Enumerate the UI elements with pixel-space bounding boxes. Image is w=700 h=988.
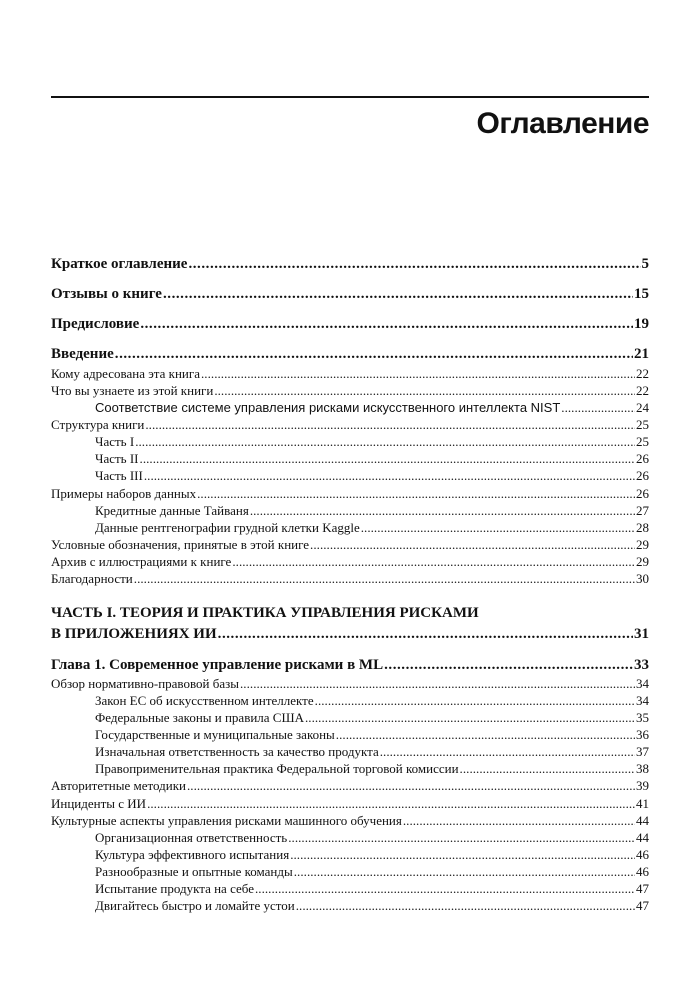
leader-dots (187, 778, 635, 794)
leader-dots (460, 761, 635, 777)
leader-dots (197, 486, 635, 502)
toc-entry-label: Что вы узнаете из этой книги (51, 383, 214, 398)
leader-dots (315, 693, 635, 709)
toc-entry-label: Разнообразные и опытные команды (95, 864, 293, 879)
toc-entry[interactable] (51, 451, 649, 467)
leader-dots (140, 316, 633, 333)
toc-entry-page: 26 (636, 468, 649, 483)
toc-entry-page: 46 (636, 864, 649, 879)
toc-entry-page: 27 (636, 503, 649, 518)
toc-entry-label: В ПРИЛОЖЕНИЯХ ИИ (51, 626, 217, 642)
leader-dots (384, 657, 633, 674)
toc-entry[interactable] (51, 554, 649, 570)
toc-entry[interactable] (51, 468, 649, 484)
toc-entry-label: Организационная ответственность (95, 830, 288, 845)
leader-dots (232, 554, 635, 570)
leader-dots (115, 346, 633, 363)
toc-entry-page: 29 (636, 537, 649, 552)
toc-entry[interactable] (51, 346, 649, 363)
leader-dots (250, 503, 635, 519)
leader-dots (188, 256, 640, 273)
toc-entry-label: Правоприменительная практика Федеральной торговой комиссии (95, 761, 459, 776)
toc-entry-page: 31 (634, 626, 649, 642)
toc-entry-label: Кому адресована эта книга (51, 366, 200, 381)
toc-entry-label: Кредитные данные Тайваня (95, 503, 249, 518)
toc-entry-label: Испытание продукта на себе (95, 881, 254, 896)
toc-entry-label: Обзор нормативно-правовой базы (51, 676, 239, 691)
toc-entry-label: Изначальная ответственность за качество продукта (95, 744, 379, 759)
toc-entry-label: Государственные и муниципальные законы (95, 727, 335, 742)
leader-dots (288, 830, 635, 846)
toc-entry[interactable] (51, 417, 649, 433)
toc-entry-label: Авторитетные методики (51, 778, 186, 793)
toc-entry[interactable] (51, 626, 649, 643)
toc-entry[interactable] (51, 761, 649, 777)
toc-entry[interactable] (51, 693, 649, 709)
toc-entry-page: 15 (634, 286, 649, 302)
toc-entry-page: 47 (636, 881, 649, 896)
toc-entry[interactable] (51, 710, 649, 726)
leader-dots (380, 744, 635, 760)
toc-entry-page: 41 (636, 796, 649, 811)
leader-dots (403, 813, 635, 829)
toc-entry-label: Соответствие системе управления рисками искусственного интеллекта NIST (95, 400, 561, 415)
toc-entry-page: 26 (636, 451, 649, 466)
leader-dots (201, 366, 635, 382)
toc-entry-page: 46 (636, 847, 649, 862)
toc-entry[interactable] (51, 796, 649, 812)
leader-dots (310, 537, 635, 553)
toc-entry-page: 21 (634, 346, 649, 362)
leader-dots (134, 571, 635, 587)
toc-entry-label: Благодарности (51, 571, 133, 586)
toc-entry[interactable] (51, 676, 649, 692)
toc-entry-label: Архив с иллюстрациями к книге (51, 554, 232, 569)
toc-entry-label: Отзывы о книге (51, 286, 162, 302)
toc-entry-label: Федеральные законы и правила США (95, 710, 304, 725)
leader-dots (296, 898, 635, 914)
toc-entry[interactable] (51, 366, 649, 382)
toc-entry[interactable] (51, 830, 649, 846)
toc-entry-page: 25 (636, 434, 649, 449)
toc-entry-label: Часть II (95, 451, 139, 466)
toc-entry-label: Глава 1. Современное управление рисками в ML (51, 657, 384, 673)
toc-entry-page: 26 (636, 486, 649, 501)
toc-entry-label: Культура эффективного испытания (95, 847, 290, 862)
toc-entry-page: 44 (636, 813, 649, 828)
part-title-line: ЧАСТЬ I. ТЕОРИЯ И ПРАКТИКА УПРАВЛЕНИЯ РИСКАМИ (51, 605, 479, 621)
toc-entry[interactable] (51, 537, 649, 553)
toc-entry-label: Культурные аспекты управления рисками машинного обучения (51, 813, 402, 828)
toc-entry-page: 44 (636, 830, 649, 845)
leader-dots (294, 864, 635, 880)
toc-entry-label: Предисловие (51, 316, 140, 332)
toc-entry-page: 47 (636, 898, 649, 913)
leader-dots (336, 727, 635, 743)
toc-entry[interactable] (51, 657, 649, 674)
toc-entry-page: 22 (636, 366, 649, 381)
toc-entry-page: 35 (636, 710, 649, 725)
leader-dots (240, 676, 635, 692)
leader-dots (290, 847, 635, 863)
toc-entry-label: Часть I (95, 434, 135, 449)
toc-entry[interactable] (51, 286, 649, 303)
toc-entry[interactable] (51, 847, 649, 863)
toc-entry-page: 29 (636, 554, 649, 569)
toc-entry-page: 33 (634, 657, 649, 673)
toc-entry[interactable] (51, 400, 649, 416)
leader-dots (218, 626, 633, 643)
toc-entry-page: 24 (636, 400, 649, 415)
toc-entry-label: Примеры наборов данных (51, 486, 197, 501)
leader-dots (214, 383, 635, 399)
toc-entry-label: Часть III (95, 468, 143, 483)
toc-entry-page: 19 (634, 316, 649, 332)
toc-entry-page: 28 (636, 520, 649, 535)
toc-entry-label: Данные рентгенографии грудной клетки Kaggle (95, 520, 360, 535)
leader-dots (305, 710, 635, 726)
leader-dots (144, 468, 635, 484)
toc-entry[interactable] (51, 881, 649, 897)
leader-dots (561, 400, 635, 416)
toc-entry-label: Закон ЕС об искусственном интеллекте (95, 693, 314, 708)
toc-entry-label: Структура книги (51, 417, 145, 432)
toc-entry[interactable] (51, 486, 649, 502)
leader-dots (163, 286, 633, 303)
toc-entry[interactable] (51, 727, 649, 743)
toc-entry[interactable] (51, 571, 649, 587)
toc-entry[interactable] (51, 864, 649, 880)
toc-entry[interactable] (51, 316, 649, 333)
toc-entry-page: 5 (641, 256, 649, 272)
toc-entry[interactable] (51, 520, 649, 536)
toc-entry[interactable] (51, 778, 649, 794)
toc-entry-page: 25 (636, 417, 649, 432)
leader-dots (135, 434, 635, 450)
toc-entry[interactable] (51, 813, 649, 829)
toc-entry-page: 34 (636, 676, 649, 691)
page-title: Оглавление (476, 107, 649, 140)
toc-entry-label: Условные обозначения, принятые в этой книге (51, 537, 310, 552)
leader-dots (140, 451, 635, 467)
toc-entry-label: Инциденты с ИИ (51, 796, 147, 811)
toc-entry[interactable] (51, 434, 649, 450)
toc-entry-page: 38 (636, 761, 649, 776)
toc-entry-page: 30 (636, 571, 649, 586)
toc-entry-page: 36 (636, 727, 649, 742)
toc-entry-page: 34 (636, 693, 649, 708)
toc-entry-label: Введение (51, 346, 114, 362)
toc-entry-page: 22 (636, 383, 649, 398)
toc-entry-page: 37 (636, 744, 649, 759)
toc-entry[interactable] (51, 898, 649, 914)
toc-entry[interactable] (51, 256, 649, 273)
toc-entry[interactable] (51, 383, 649, 399)
leader-dots (361, 520, 635, 536)
header-rule (51, 96, 649, 98)
toc-entry[interactable] (51, 744, 649, 760)
toc-entry-label: Двигайтесь быстро и ломайте устои (95, 898, 295, 913)
leader-dots (145, 417, 635, 433)
toc-entry-label: Краткое оглавление (51, 256, 188, 272)
leader-dots (147, 796, 635, 812)
toc-entry-page: 39 (636, 778, 649, 793)
toc-entry[interactable] (51, 503, 649, 519)
leader-dots (255, 881, 635, 897)
